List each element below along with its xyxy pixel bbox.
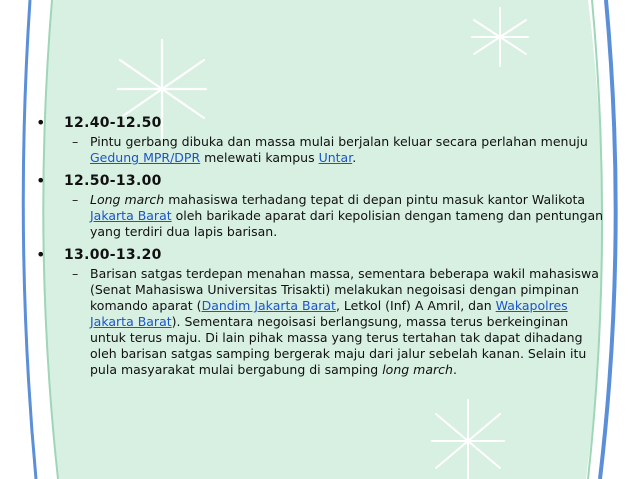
text-run: melewati kampus — [200, 150, 319, 165]
text-run: oleh barikade aparat dari kepolisian dengan tameng dan pentungan yang terdiri dua lapis barisan. — [90, 208, 604, 239]
time-heading: 13.00-13.20 — [64, 247, 162, 263]
sub-item — [72, 192, 606, 240]
text-run: mahasiswa terhadang tepat di depan pintu masuk kantor Walikota — [164, 192, 586, 207]
event-description — [90, 192, 606, 240]
list-item — [36, 170, 606, 240]
bullet-icon: • — [36, 245, 46, 264]
dash-marker: – — [72, 134, 79, 149]
bullet-icon: • — [36, 171, 46, 190]
text-run: . — [452, 362, 457, 377]
event-description — [90, 266, 606, 378]
inline-link[interactable]: Gedung MPR/DPR — [90, 150, 201, 165]
inline-link[interactable]: Wakapolres Jakarta Barat — [90, 298, 568, 329]
bullet-icon: • — [36, 113, 46, 132]
text-run: , Letkol (Inf) A Amril, dan — [335, 298, 496, 313]
sub-item — [72, 134, 606, 166]
italic-text: long march — [382, 362, 453, 377]
time-heading: 12.40-12.50 — [64, 115, 162, 131]
snowflake-icon — [432, 400, 504, 479]
inline-link[interactable]: Jakarta Barat — [90, 208, 172, 223]
list-item — [36, 112, 606, 166]
dash-marker: – — [72, 266, 79, 281]
dash-marker: – — [72, 192, 79, 207]
inline-link[interactable]: Untar — [318, 150, 353, 165]
text-run: Pintu gerbang dibuka dan massa mulai berjalan keluar secara perlahan menuju — [90, 134, 588, 149]
snowflake-icon — [472, 8, 528, 66]
bullet-list — [36, 112, 606, 382]
text-run: ). Sementara negoisasi berlangsung, massa terus berkeinginan untuk terus maju. Di lain pihak massa yang terus tertahan tak dapat dihadang oleh barisan satgas samping bergerak maju dari jalur sebelah kanan. Selain itu pula masyarakat mulai bergabung di samping — [90, 314, 587, 377]
time-heading: 12.50-13.00 — [64, 173, 162, 189]
italic-text: Long march — [90, 192, 165, 207]
text-run: . — [352, 150, 357, 165]
event-description — [90, 134, 606, 166]
text-run: Barisan satgas terdepan menahan massa, sementara beberapa wakil mahasiswa (Senat Mahasiswa Universitas Trisakti) melakukan negoisasi dengan pimpinan komando aparat ( — [90, 266, 599, 313]
sub-item — [72, 266, 606, 378]
list-item — [36, 244, 606, 378]
inline-link[interactable]: Dandim Jakarta Barat — [201, 298, 336, 313]
